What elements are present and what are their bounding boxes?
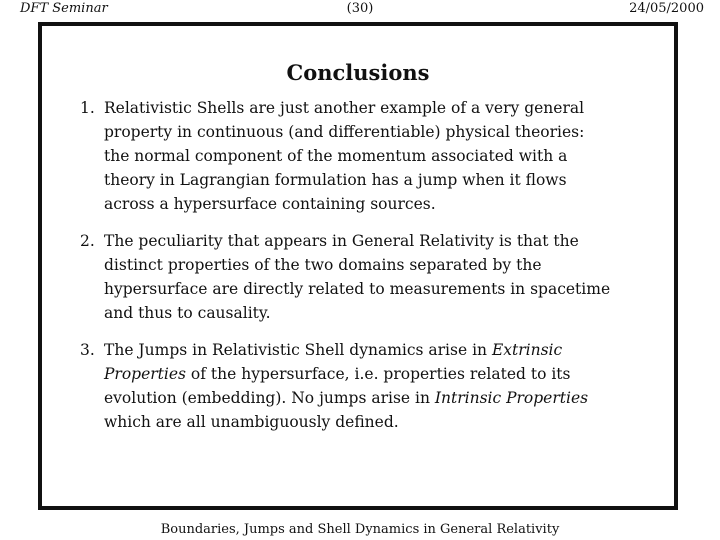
conclusion-item-2 [80,229,640,325]
item-text: The Jumps in Relativistic Shell dynamics arise in [104,341,492,359]
item-text: of the hypersurface, i.e. properties related to its [186,365,571,383]
item-line [104,386,640,410]
emphasis-properties: Properties [104,365,186,383]
item-number: 1. [80,99,95,117]
conclusions-list [80,96,640,447]
page-number: (30) [346,1,374,16]
item-line: property in continuous (and differentiable) physical theories: [104,123,585,141]
item-number: 3. [80,341,95,359]
conclusion-item-3 [80,338,640,434]
item-line [104,362,640,386]
item-line: distinct properties of the two domains separated by the [104,256,542,274]
item-number: 2. [80,232,95,250]
item-text: evolution (embedding). No jumps arise in [104,389,435,407]
item-line: The peculiarity that appears in General Relativity is that the [104,232,579,250]
seminar-name: DFT Seminar [20,1,108,16]
slide-frame [38,22,678,510]
item-line: and thus to causality. [104,304,271,322]
emphasis-extrinsic: Extrinsic [491,341,563,359]
slide-footer: Boundaries, Jumps and Shell Dynamics in General Relativity [160,522,560,537]
conclusion-item-1 [80,96,640,216]
item-line: hypersurface are directly related to measurements in spacetime [104,280,611,298]
emphasis-intrinsic-properties: Intrinsic Properties [434,389,589,407]
item-line: across a hypersurface containing sources. [104,195,436,213]
item-line: which are all unambiguously defined. [104,413,399,431]
slide-date: 24/05/2000 [629,1,704,16]
slide-title: Conclusions [286,60,430,85]
item-line: the normal component of the momentum associated with a [104,147,568,165]
item-line: Relativistic Shells are just another example of a very general [104,99,585,117]
slide-header [0,0,720,22]
item-line [104,338,640,362]
item-line: theory in Lagrangian formulation has a jump when it flows [104,171,567,189]
